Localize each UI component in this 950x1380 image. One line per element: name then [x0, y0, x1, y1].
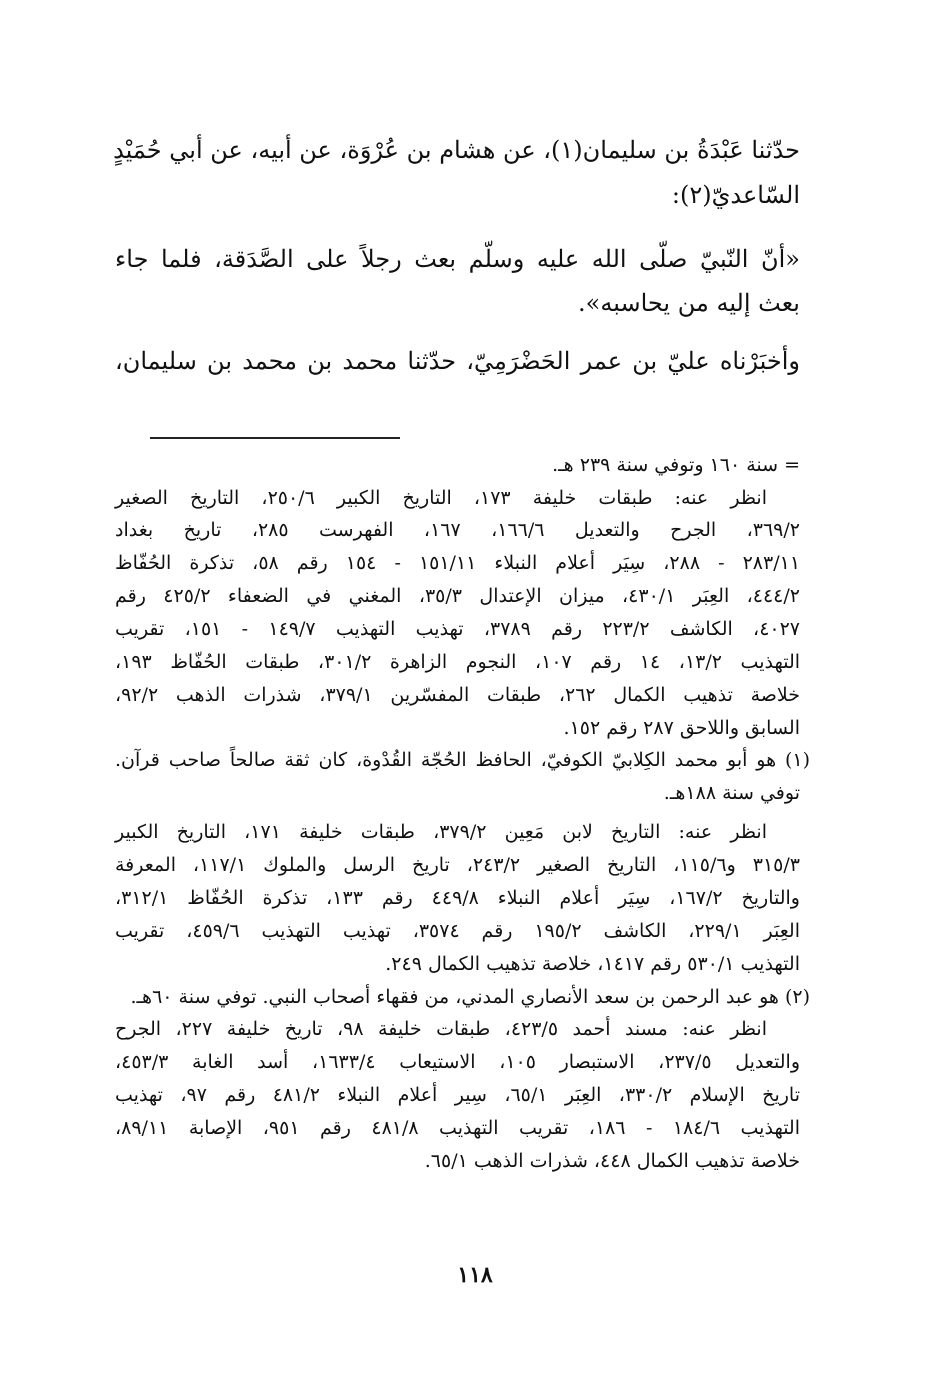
- footnote-line: ٢٨٣/١١ - ٢٨٨، سِيَر أعلام النبلاء ١٥١/١١ - ١٥٤ رقم ٥٨، تذكرة الحُفّاظ: [115, 552, 801, 574]
- footnote-2-line: والتعديل ٢٣٧/٥، الاستبصار ١٠٥، الاستيعاب ١٦٣٣/٤، أسد الغابة ٤٥٣/٣،: [115, 1051, 801, 1073]
- main-text-line: وأخبَرْناه عليّ بن عمر الحَضْرَمِيّ، حدّثنا محمد بن محمد بن سليمان،: [115, 347, 800, 375]
- footnote-1-line: (١) هو أبو محمد الكِلابيّ الكوفيّ، الحافظ الحُجّة القُدْوة، كان ثقة صالحاً صاحب قرآن.: [115, 749, 810, 771]
- footnote-separator: [150, 437, 400, 439]
- footnote-line: = سنة ١٦٠ وتوفي سنة ٢٣٩ هـ.: [552, 454, 800, 476]
- main-text-line: السّاعديّ(٢):: [671, 181, 800, 209]
- footnote-line: التهذيب ١٣/٢، ١٤ رقم ١٠٧، النجوم الزاهرة ٣٠١/٢، طبقات الحُفّاظ ١٩٣،: [115, 651, 801, 673]
- footnote-2-line: تاريخ الإسلام ٣٣٠/٢، العِبَر ٦٥/١، سِير أعلام النبلاء ٤٨١/٢ رقم ٩٧، تهذيب: [115, 1084, 800, 1106]
- footnote-2-line: خلاصة تذهيب الكمال ٤٤٨، شذرات الذهب ٦٥/١.: [424, 1150, 800, 1172]
- footnote-1-line: انظر عنه: التاريخ لابن مَعِين ٣٧٩/٢، طبقات خليفة ١٧١، التاريخ الكبير: [115, 821, 767, 843]
- main-text-line: «أنّ النّبيّ صلّى الله عليه وسلّم بعث رجلاً على الصَّدَقة، فلما جاء: [115, 245, 800, 273]
- footnote-line: ٤٠٢٧، الكاشف ٢٢٣/٢ رقم ٣٧٨٩، تهذيب التهذيب ١٤٩/٧ - ١٥١، تقريب: [115, 618, 801, 640]
- footnote-line: خلاصة تذهيب الكمال ٢٦٢، طبقات المفسّرين ٣٧٩/١، شذرات الذهب ٩٢/٢،: [115, 684, 800, 706]
- main-text-line: حدّثنا عَبْدَةُ بن سليمان(١)، عن هشام بن عُرْوَة، عن أبيه، عن أبي حُمَيْدٍ: [113, 136, 800, 164]
- footnote-1-line: التهذيب ٥٣٠/١ رقم ١٤١٧، خلاصة تذهيب الكمال ٢٤٩.: [385, 953, 800, 975]
- footnote-2-line: التهذيب ١٨٤/٦ - ١٨٦، تقريب التهذيب ٤٨١/٨ رقم ٩٥١، الإصابة ٨٩/١١،: [115, 1117, 801, 1139]
- footnote-2-line: انظر عنه: مسند أحمد ٤٢٣/٥، طبقات خليفة ٩٨، تاريخ خليفة ٢٢٧، الجرح: [115, 1018, 767, 1040]
- footnote-1-line: والتاريخ ١٦٧/٢، سِيَر أعلام النبلاء ٤٤٩/٨ رقم ١٣٣، تذكرة الحُفّاظ ٣١٢/١،: [115, 887, 800, 909]
- footnote-1-line: العِبَر ٢٢٩/١، الكاشف ١٩٥/٢ رقم ٣٥٧٤، تهذيب التهذيب ٤٥٩/٦، تقريب: [115, 920, 800, 942]
- footnote-line: ٣٦٩/٢، الجرح والتعديل ١٦٦/٦، ١٦٧، الفهرست ٢٨٥، تاريخ بغداد: [115, 519, 800, 541]
- footnote-1-line: توفي سنة ١٨٨هـ.: [663, 782, 800, 804]
- page-number: ١١٨: [457, 1262, 493, 1288]
- footnote-2-line: (٢) هو عبد الرحمن بن سعد الأنصاري المدني، من فقهاء أصحاب النبي. توفي سنة ٦٠هـ.: [130, 986, 810, 1008]
- footnote-line: السابق واللاحق ٢٨٧ رقم ١٥٢.: [563, 717, 800, 739]
- footnote-line: انظر عنه: طبقات خليفة ١٧٣، التاريخ الكبير ٢٥٠/٦، التاريخ الصغير: [115, 487, 767, 509]
- footnote-line: ٤٤٤/٢، العِبَر ٤٣٠/١، ميزان الإعتدال ٣٥/٣، المغني في الضعفاء ٤٢٥/٢ رقم: [115, 585, 800, 607]
- main-text-line: بعث إليه من يحاسبه».: [578, 289, 800, 317]
- footnote-1-line: ٣١٥/٣ و١١٥/٦، التاريخ الصغير ٢٤٣/٢، تاريخ الرسل والملوك ١١٧/١، المعرفة: [115, 854, 800, 876]
